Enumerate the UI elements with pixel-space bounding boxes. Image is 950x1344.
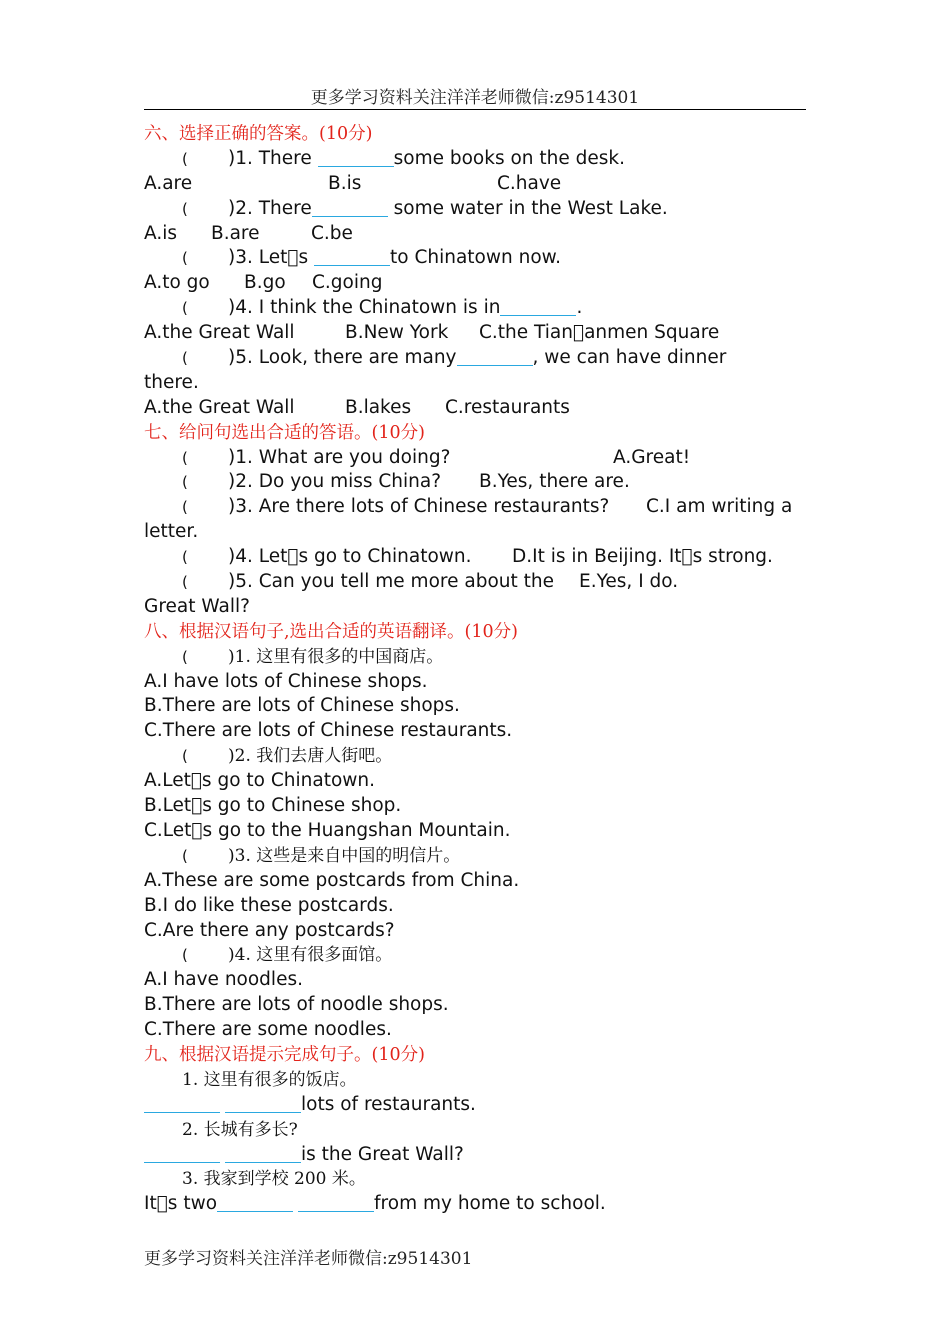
answer-blank[interactable]	[298, 1193, 374, 1212]
s6-question-4: ( )4. I think the Chinatown is in .	[144, 296, 806, 321]
answer-paren[interactable]: (	[182, 199, 188, 218]
option: C.be	[311, 222, 353, 244]
option: B.There are lots of Chinese shops.	[144, 695, 460, 717]
option: C.the Tian anmen Square	[479, 322, 720, 344]
answer-blank[interactable]	[457, 347, 533, 366]
s7-row-3: ( )3. Are there lots of Chinese restaurants? C.I am writing a	[144, 495, 806, 520]
answer-blank[interactable]	[225, 1144, 301, 1163]
answer-paren[interactable]: (	[182, 747, 188, 766]
option: C.Let s go to the Huangshan Mountain.	[144, 819, 511, 841]
section-8-title: 八、根据汉语句子,选出合适的英语翻译。(10分)	[144, 621, 518, 642]
option: A.is	[144, 222, 177, 244]
option: B.lakes	[345, 396, 412, 418]
page-footer: 更多学习资料关注洋洋老师微信:z9514301	[144, 1249, 473, 1269]
s7-row-5: ( )5. Can you tell me more about the E.Yes, I do.	[144, 570, 806, 595]
option: A.are	[144, 172, 193, 194]
answer-paren[interactable]: (	[182, 149, 188, 168]
option: B.is	[328, 172, 362, 194]
option: B.are	[211, 222, 260, 244]
answer-option: A.Great!	[613, 446, 691, 468]
s7-row-1: ( )1. What are you doing? A.Great!	[144, 446, 806, 471]
option: C.have	[497, 172, 562, 194]
option: C.restaurants	[445, 396, 570, 418]
answer-option: E.Yes, I do.	[579, 571, 679, 593]
section-6-title: 六、选择正确的答案。(10分)	[144, 124, 373, 144]
answer-option: C.I am writing a	[646, 496, 793, 518]
answer-paren[interactable]: (	[182, 946, 188, 965]
s6-q2-options	[144, 222, 806, 247]
answer-paren[interactable]: (	[182, 647, 188, 666]
s6-question-2: ( )2. There some water in the West Lake.	[144, 197, 806, 222]
option: A.Let s go to Chinatown.	[144, 770, 375, 792]
s6-question-1: ( )1. There some books on the desk.	[144, 147, 806, 172]
s7-row-5-continued: Great Wall?	[144, 595, 250, 617]
option: C.going	[312, 272, 383, 294]
s7-row-3-continued: letter.	[144, 521, 199, 543]
option: B.Let s go to Chinese shop.	[144, 795, 402, 817]
s8-question-1: ( )1. 这里有很多的中国商店。	[144, 645, 806, 670]
answer-option: B.Yes, there are.	[479, 471, 630, 493]
answer-paren[interactable]: (	[182, 846, 188, 865]
page-header: 更多学习资料关注洋洋老师微信:z9514301	[144, 88, 806, 110]
s6-question-5: ( )5. Look, there are many , we can have dinner	[144, 346, 806, 371]
answer-paren[interactable]: (	[182, 299, 188, 318]
answer-option: D.It is in Beijing. It s strong.	[512, 546, 773, 568]
answer-paren[interactable]: (	[182, 349, 188, 368]
option: C.Are there any postcards?	[144, 919, 395, 941]
option: A.the Great Wall	[144, 322, 295, 344]
s7-row-4: ( )4. Let s go to Chinatown. D.It is in Beijing. It s strong.	[144, 545, 806, 570]
s6-q1-options	[144, 172, 806, 197]
answer-blank[interactable]	[312, 198, 388, 217]
s9-sentence-2: is the Great Wall?	[144, 1143, 806, 1168]
s6-q5-continued: there.	[144, 371, 199, 393]
option: A.These are some postcards from China.	[144, 869, 520, 891]
s9-prompt-1: 1. 这里有很多的饭店。	[182, 1069, 357, 1090]
answer-blank[interactable]	[500, 297, 576, 316]
s7-row-2: ( )2. Do you miss China? B.Yes, there are.	[144, 470, 806, 495]
option: B.go	[244, 272, 286, 294]
answer-paren[interactable]: (	[182, 498, 188, 517]
option: B.New York	[345, 322, 449, 344]
s8-question-4: ( )4. 这里有很多面馆。	[144, 943, 806, 968]
answer-blank[interactable]	[144, 1094, 220, 1113]
s9-prompt-2: 2. 长城有多长?	[182, 1119, 298, 1140]
answer-blank[interactable]	[225, 1094, 301, 1113]
answer-paren[interactable]: (	[182, 573, 188, 592]
section-9-title: 九、根据汉语提示完成句子。(10分)	[144, 1044, 425, 1065]
s9-sentence-1: lots of restaurants.	[144, 1093, 806, 1118]
answer-paren[interactable]: (	[182, 473, 188, 492]
s9-sentence-3: It s two from my home to school.	[144, 1193, 606, 1215]
option: A.I have noodles.	[144, 969, 303, 991]
answer-blank[interactable]	[318, 148, 394, 167]
option: A.the Great Wall	[144, 396, 295, 418]
s9-prompt-3: 3. 我家到学校 200 米。	[182, 1169, 366, 1190]
section-7-title: 七、给问句选出合适的答语。(10分)	[144, 422, 425, 443]
answer-paren[interactable]: (	[182, 249, 188, 268]
s6-question-3: ( )3. Let s to Chinatown now.	[144, 246, 806, 271]
option: A.to go	[144, 272, 210, 294]
answer-paren[interactable]: (	[182, 548, 188, 567]
answer-paren[interactable]: (	[182, 448, 188, 467]
option: C.There are some noodles.	[144, 1019, 392, 1041]
s8-question-3: ( )3. 这些是来自中国的明信片。	[144, 844, 806, 869]
answer-blank[interactable]	[144, 1144, 220, 1163]
s6-q3-options	[144, 271, 806, 296]
option: B.I do like these postcards.	[144, 894, 394, 916]
answer-blank[interactable]	[217, 1193, 293, 1212]
s6-q5-options	[144, 396, 806, 421]
option: C.There are lots of Chinese restaurants.	[144, 720, 513, 742]
option: B.There are lots of noodle shops.	[144, 994, 449, 1016]
s8-question-2: ( )2. 我们去唐人街吧。	[144, 744, 806, 769]
s6-q4-options	[144, 321, 806, 346]
worksheet-content	[144, 122, 806, 1217]
answer-blank[interactable]	[314, 247, 390, 266]
option: A.I have lots of Chinese shops.	[144, 670, 428, 692]
